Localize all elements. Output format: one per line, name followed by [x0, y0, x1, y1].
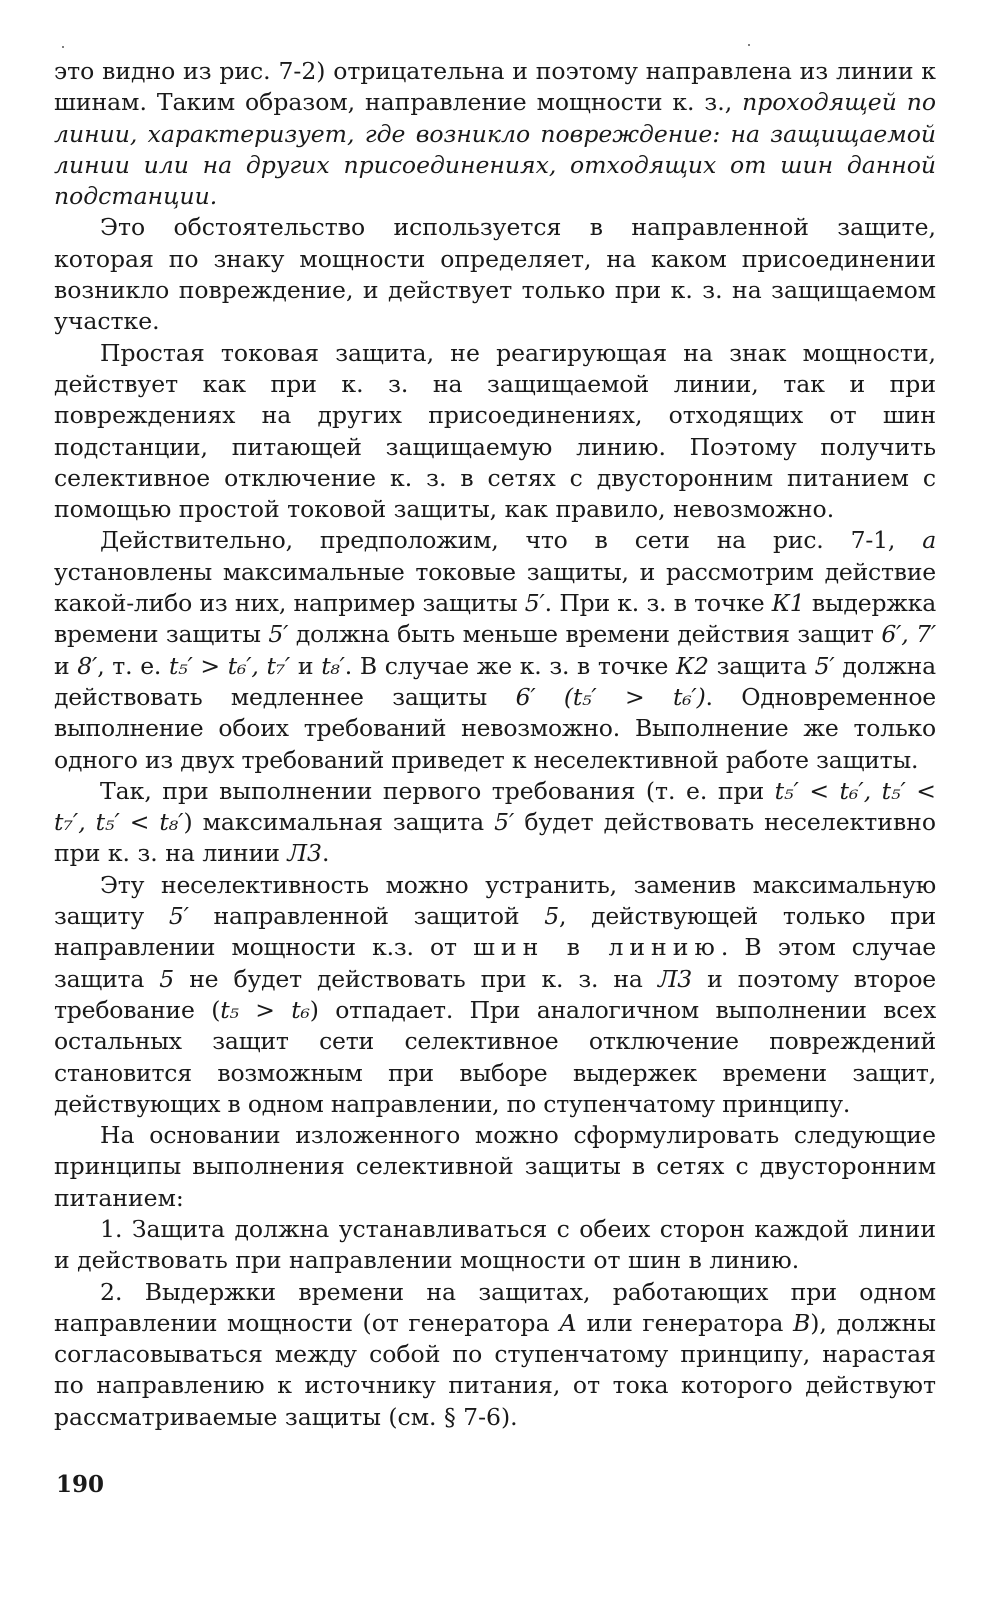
text-run: выдержка времени защиты	[54, 589, 936, 649]
text-run: должна быть меньше времени действия защит	[288, 620, 882, 649]
paragraph-2: Это обстоятельство используется в направленной защите, которая по знаку мощности определяет, на каком присоединении возникло повреждение, и действует только при к. з. на защищаемом участке.	[54, 213, 936, 336]
italic-run: Л3	[287, 839, 322, 868]
text-run: . В случае же к. з. в точке	[344, 651, 677, 680]
text-run: , т. е.	[97, 651, 169, 680]
italic-run: К2	[676, 651, 709, 680]
paragraph-3: Простая токовая защита, не реагирующая на знак мощности, действует как при к. з. на защищаемой линии, так и при повреждениях на других присоединениях, отходящих от шин подстанции, питающей защищаемую линию. Поэтому получить селективное отключение к. з. в сетях с двусторонним питанием с помощью простой токовой защиты, как правило, невозможно.	[54, 338, 936, 524]
text-run: Так, при выполнении первого требования (т. е. при	[100, 776, 775, 805]
italic-run: 6′ (t₅′ > t₆′)	[515, 682, 706, 711]
italic-run: А	[559, 1308, 577, 1337]
text-run: . Одновременное выполнение обоих требований невозможно. Выполнение же только одного из двух требований приведет к неселективной работе защиты.	[54, 682, 936, 774]
italic-run: К1	[771, 589, 805, 618]
italic-run: 5	[159, 964, 175, 993]
italic-run: 5′	[268, 620, 289, 649]
text-run: и	[290, 651, 322, 680]
page-body	[54, 56, 936, 1433]
italic-run: Л3	[657, 964, 692, 993]
text-run: и	[54, 651, 78, 680]
text-run: , действующей только при направлении мощности к.з. от	[54, 902, 936, 962]
paragraph-5	[54, 776, 936, 870]
italic-run: 5′	[524, 589, 545, 618]
text-run: . В этом случае защита	[54, 933, 936, 993]
italic-run: 5′	[814, 651, 835, 680]
text-run: ), должны согласовываться между собой по ступенчатому принципу, нарастая по направлению к источнику питания, от тока которого действуют рассматриваемые защиты (см. § 7-6).	[54, 1308, 936, 1431]
italic-run: 6′, 7′	[881, 620, 936, 649]
text-run: Эту неселективность можно устранить, заменив максимальную защиту	[54, 870, 936, 931]
italic-run: 5′	[168, 902, 189, 931]
scan-speck	[748, 44, 750, 46]
italic-run: 5′	[494, 808, 515, 837]
paragraph-1-text: это видно из рис. 7-2) отрицательна и поэтому направлена из линии к шинам. Таким образом, направление мощности к. з.,	[54, 57, 936, 117]
text-run: ) максимальная защита	[183, 808, 495, 837]
paragraph-9	[54, 1277, 936, 1433]
text-run: направленной защитой	[188, 902, 545, 931]
italic-run: В	[792, 1308, 811, 1337]
italic-run: t₅ > t₆	[220, 995, 310, 1024]
paragraph-1	[54, 56, 936, 212]
paragraph-7: На основании изложенного можно сформулировать следующие принципы выполнения селективной защиты в сетях с двусторонним питанием:	[54, 1121, 936, 1212]
text-run: ) отпадает. При аналогичном выполнении всех остальных защит сети селективное отключение повреждений становится возможным при выборе выдержек времени защит, действующих в одном направлении, по ступенчатому принципу.	[54, 995, 936, 1118]
text-run: будет действовать неселективно при к. з. на линии	[54, 808, 936, 868]
page-number: 190	[56, 1471, 105, 1498]
paragraph-6	[54, 870, 936, 1120]
text-run: не будет действовать при к. з. на	[174, 964, 658, 993]
text-run: защита	[708, 651, 815, 680]
scan-speck	[62, 46, 64, 48]
text-run: или генератора	[576, 1308, 793, 1337]
paragraph-4	[54, 525, 936, 775]
text-run: . При к. з. в точке	[544, 589, 772, 618]
paragraph-8: 1. Защита должна устанавливаться с обеих сторон каждой линии и действовать при направлении мощности от шин в линию.	[54, 1214, 936, 1275]
text-run: 2. Выдержки времени на защитах, работающих при одном направлении мощности (от генератора	[54, 1277, 936, 1337]
italic-run: а	[922, 526, 936, 555]
italic-run: t₈′	[321, 651, 345, 680]
text-run: должна действовать медленнее защиты	[54, 651, 936, 711]
spaced-run: шин в линию	[473, 933, 721, 962]
text-run: .	[321, 839, 330, 868]
italic-run: t₅′ > t₆′, t₇′	[169, 651, 291, 680]
italic-run: t₅′ < t₆′, t₅′ < t₇′, t₅′ < t₈′	[54, 776, 936, 837]
text-run: Действительно, предположим, что в сети на рис. 7-1,	[100, 526, 923, 555]
paragraph-1-italic: проходящей по линии, характеризует, где возникло повреждение: на защищаемой линии или на других присоединениях, отходящих от шин данной подстанции.	[54, 88, 936, 211]
italic-run: 8′	[77, 651, 98, 680]
italic-run: 5	[544, 902, 559, 931]
text-run: установлены максимальные токовые защиты, и рассмотрим действие какой-либо из них, например защиты	[54, 557, 936, 618]
text-run: и поэтому второе требование (	[54, 964, 936, 1024]
